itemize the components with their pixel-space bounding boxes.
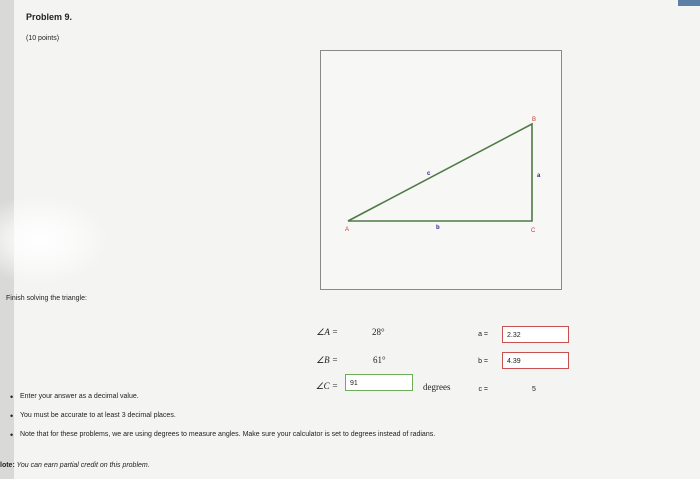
triangle-figure [320,50,562,290]
side-label-b: b [436,225,440,231]
angle-c-unit: degrees [423,382,451,392]
partial-credit-note [0,462,150,469]
vertex-label-a: A [345,227,350,233]
list-item: • You must be accurate to at least 3 decimal places. [10,412,435,419]
note-prefix: lote: [0,462,15,469]
side-label-a: a [537,173,541,179]
side-a-label: a = [478,331,488,338]
angle-a-label: ∠A = [316,327,338,337]
instructions-list [10,393,435,450]
triangle-diagram [321,51,561,289]
angle-c-input[interactable]: 91 [345,374,413,391]
instruction-text: Finish solving the triangle: [6,295,87,302]
angle-b-label: ∠B = [316,355,338,365]
angle-b-value: 61° [373,355,386,365]
top-edge-bar [678,0,700,6]
problem-points: (10 points) [26,35,60,42]
side-c-label: c = [478,386,488,393]
list-item: • Enter your answer as a decimal value. [10,393,435,400]
angle-c-label: ∠C = [315,381,338,391]
vertex-label-c: C [531,228,536,234]
side-c-value: 5 [532,386,536,393]
problem-title: Problem 9. [26,12,73,22]
side-a-input[interactable]: 2.32 [502,326,569,343]
angle-a-value: 28° [372,327,385,337]
vertex-label-b: B [532,117,537,123]
side-b-input[interactable]: 4.39 [502,352,569,369]
note-text: You can earn partial credit on this problem. [14,462,150,469]
side-label-c: c [427,171,431,177]
triangle-shape [348,124,532,221]
list-item: • Note that for these problems, we are using degrees to measure angles. Make sure your calculator is set to degrees instead of radians. [10,431,435,438]
side-b-label: b = [478,358,488,365]
